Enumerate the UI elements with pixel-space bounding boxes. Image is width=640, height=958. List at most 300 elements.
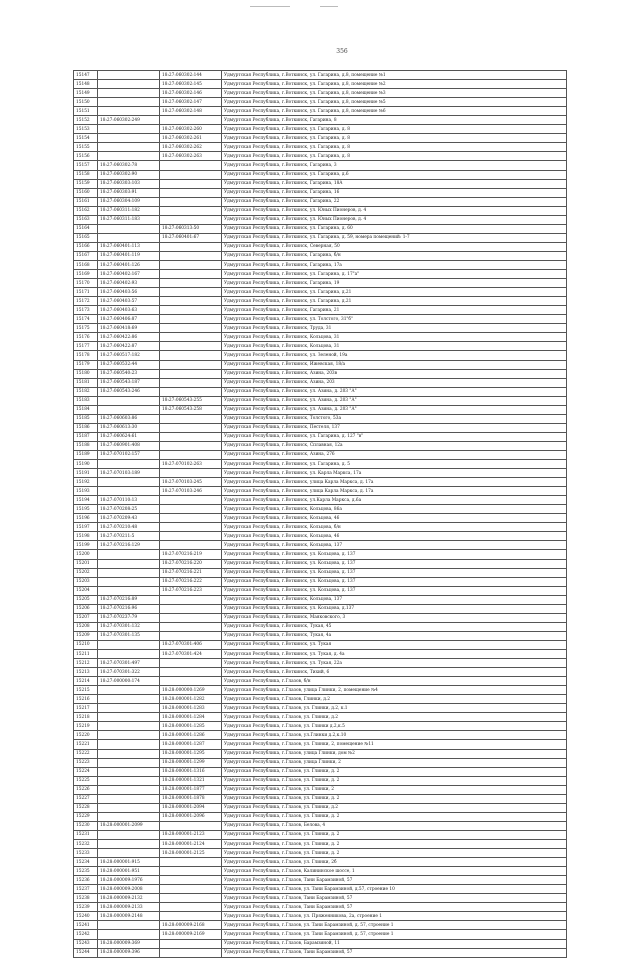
table-row <box>74 378 567 387</box>
address-cell: Удмуртская Республика, г.Глазов, ул. Глинки, д.2 <box>222 803 567 812</box>
row-number-cell: 15200 <box>74 550 98 559</box>
table-row <box>74 279 567 288</box>
land-cadastral-number-cell: 18:28:000001:915 <box>98 858 160 867</box>
table-row <box>74 125 567 134</box>
row-number-cell: 15158 <box>74 170 98 179</box>
address-cell: Удмуртская Республика, г.Глазов, ул. Глинки, д. 2 <box>222 830 567 839</box>
table-row <box>74 306 567 315</box>
land-cadastral-number-cell <box>98 125 160 134</box>
table-row <box>74 550 567 559</box>
address-cell: Удмуртская Республика, г.Воткинск, ул. Кольцова, д. 137 <box>222 550 567 559</box>
land-cadastral-number-cell: 18:27:060303:91 <box>98 188 160 197</box>
premises-cadastral-number-cell: 18:27:070216:222 <box>160 577 222 586</box>
land-cadastral-number-cell: 18:27:070237:79 <box>98 613 160 622</box>
table-row <box>74 505 567 514</box>
row-number-cell: 15203 <box>74 577 98 586</box>
address-cell: Удмуртская Республика, г.Воткинск, Гагарина, б/н <box>222 251 567 260</box>
address-cell: Удмуртская Республика, г.Воткинск, Гагарина, 21 <box>222 306 567 315</box>
address-cell: Удмуртская Республика, г.Глазов, ул. Тани Барамзиной, д.57, строение 10 <box>222 885 567 894</box>
premises-cadastral-number-cell <box>160 514 222 523</box>
address-cell: Удмуртская Республика, г.Воткинск, ул. Гагарина, д.8, помещение №5 <box>222 98 567 107</box>
address-cell: Удмуртская Республика, г.Воткинск, Гагарина, 17а <box>222 260 567 269</box>
address-cell: Удмуртская Республика, г.Воткинск, Азина, 276 <box>222 450 567 459</box>
address-cell: Удмуртская Республика, г.Воткинск, ул. Гагарина, д.8, помещение №3 <box>222 89 567 98</box>
table-row <box>74 333 567 342</box>
premises-cadastral-number-cell <box>160 867 222 876</box>
land-cadastral-number-cell: 18:27:060517:182 <box>98 351 160 360</box>
land-cadastral-number-cell: 18:27:000000:174 <box>98 677 160 686</box>
address-cell: Удмуртская Республика, г.Воткинск, ул. Кольцова, д. 137 <box>222 559 567 568</box>
land-cadastral-number-cell <box>98 686 160 695</box>
row-number-cell: 15202 <box>74 568 98 577</box>
address-cell: Удмуртская Республика, г.Воткинск, ул. Тукая <box>222 640 567 649</box>
row-number-cell: 15243 <box>74 939 98 948</box>
table-row <box>74 71 567 80</box>
address-cell: Удмуртская Республика, г.Воткинск, ул. Карла Маркса, 17а <box>222 469 567 478</box>
table-row <box>74 541 567 550</box>
row-number-cell: 15178 <box>74 351 98 360</box>
row-number-cell: 15155 <box>74 143 98 152</box>
premises-cadastral-number-cell <box>160 116 222 125</box>
land-cadastral-number-cell: 18:27:060402:93 <box>98 279 160 288</box>
row-number-cell: 15150 <box>74 98 98 107</box>
land-cadastral-number-cell: 18:27:070301:497 <box>98 659 160 668</box>
table-row <box>74 405 567 414</box>
table-row <box>74 948 567 957</box>
premises-cadastral-number-cell: 18:27:070103:246 <box>160 487 222 496</box>
premises-cadastral-number-cell <box>160 423 222 432</box>
land-cadastral-number-cell: 18:28:000001:951 <box>98 867 160 876</box>
table-row <box>74 414 567 423</box>
premises-cadastral-number-cell: 18:27:060302:147 <box>160 98 222 107</box>
row-number-cell: 15238 <box>74 894 98 903</box>
land-cadastral-number-cell: 18:27:070216:89 <box>98 595 160 604</box>
land-cadastral-number-cell: 18:27:060401:126 <box>98 260 160 269</box>
address-cell: Удмуртская Республика, г.Воткинск, ул. Юных Пионеров, д. 4 <box>222 206 567 215</box>
row-number-cell: 15223 <box>74 758 98 767</box>
premises-cadastral-number-cell <box>160 469 222 478</box>
table-row <box>74 206 567 215</box>
address-cell: Удмуртская Республика, г.Глазов, ул. Глинки, д. 2 <box>222 776 567 785</box>
registry-table <box>73 70 567 958</box>
address-cell: Удмуртская Республика, г.Воткинск, Гагарина, 16 <box>222 188 567 197</box>
land-cadastral-number-cell <box>98 134 160 143</box>
premises-cadastral-number-cell <box>160 260 222 269</box>
land-cadastral-number-cell <box>98 89 160 98</box>
premises-cadastral-number-cell: 18:27:060302:144 <box>160 71 222 80</box>
row-number-cell: 15192 <box>74 478 98 487</box>
premises-cadastral-number-cell: 18:28:000001:1286 <box>160 731 222 740</box>
land-cadastral-number-cell <box>98 758 160 767</box>
premises-cadastral-number-cell <box>160 532 222 541</box>
land-cadastral-number-cell <box>98 224 160 233</box>
land-cadastral-number-cell: 18:27:060303:103 <box>98 179 160 188</box>
row-number-cell: 15222 <box>74 749 98 758</box>
table-row <box>74 849 567 858</box>
row-number-cell: 15166 <box>74 242 98 251</box>
table-row <box>74 143 567 152</box>
row-number-cell: 15231 <box>74 830 98 839</box>
premises-cadastral-number-cell <box>160 903 222 912</box>
table-row <box>74 251 567 260</box>
land-cadastral-number-cell: 18:27:060302:90 <box>98 170 160 179</box>
address-cell: Удмуртская Республика, г.Воткинск, ул. Гагарина, д. 8 <box>222 143 567 152</box>
row-number-cell: 15213 <box>74 668 98 677</box>
land-cadastral-number-cell <box>98 640 160 649</box>
address-cell: Удмуртская Республика, г.Воткинск, Гагарина, 19 <box>222 279 567 288</box>
address-cell: Удмуртская Республика, г.Глазов, ул. Глинки, д. 2 <box>222 767 567 776</box>
table-row <box>74 885 567 894</box>
row-number-cell: 15236 <box>74 876 98 885</box>
land-cadastral-number-cell <box>98 233 160 242</box>
premises-cadastral-number-cell <box>160 333 222 342</box>
row-number-cell: 15221 <box>74 740 98 749</box>
land-cadastral-number-cell <box>98 731 160 740</box>
row-number-cell: 15199 <box>74 541 98 550</box>
premises-cadastral-number-cell <box>160 297 222 306</box>
address-cell: Удмуртская Республика, г.Воткинск, Кольцова, 31 <box>222 333 567 342</box>
address-cell: Удмуртская Республика, г.Глазов, Барамзиной, 11 <box>222 939 567 948</box>
premises-cadastral-number-cell: 18:27:060401:67 <box>160 233 222 242</box>
premises-cadastral-number-cell <box>160 179 222 188</box>
table-row <box>74 631 567 640</box>
row-number-cell: 15154 <box>74 134 98 143</box>
land-cadastral-number-cell <box>98 785 160 794</box>
address-cell: Удмуртская Республика, г.Воткинск, Пестеля, 137 <box>222 423 567 432</box>
row-number-cell: 15201 <box>74 559 98 568</box>
table-row <box>74 152 567 161</box>
scan-mark <box>320 6 338 7</box>
row-number-cell: 15204 <box>74 586 98 595</box>
address-cell: Удмуртская Республика, г.Воткинск, Кольцова, б/н <box>222 523 567 532</box>
address-cell: Удмуртская Республика, г.Воткинск, ул. Азина, д. 203 "А" <box>222 396 567 405</box>
land-cadastral-number-cell <box>98 849 160 858</box>
land-cadastral-number-cell: 18:27:070211:5 <box>98 532 160 541</box>
premises-cadastral-number-cell <box>160 387 222 396</box>
premises-cadastral-number-cell <box>160 541 222 550</box>
row-number-cell: 15148 <box>74 80 98 89</box>
premises-cadastral-number-cell <box>160 306 222 315</box>
address-cell: Удмуртская Республика, г.Глазов, ул. Глинки, д. 2 <box>222 812 567 821</box>
premises-cadastral-number-cell: 18:28:000001:1282 <box>160 695 222 704</box>
table-row <box>74 496 567 505</box>
address-cell: Удмуртская Республика, г.Воткинск, ул. Гагарина, д. 17"а" <box>222 270 567 279</box>
premises-cadastral-number-cell: 18:28:000001:1284 <box>160 713 222 722</box>
row-number-cell: 15191 <box>74 469 98 478</box>
land-cadastral-number-cell: 18:28:000009:2008 <box>98 885 160 894</box>
premises-cadastral-number-cell: 18:28:000001:1283 <box>160 704 222 713</box>
premises-cadastral-number-cell <box>160 876 222 885</box>
premises-cadastral-number-cell <box>160 948 222 957</box>
row-number-cell: 15219 <box>74 722 98 731</box>
address-cell: Удмуртская Республика, г.Воткинск, Тихий, 6 <box>222 668 567 677</box>
address-cell: Удмуртская Республика, г.Воткинск, Гагарина, 22 <box>222 197 567 206</box>
table-row <box>74 450 567 459</box>
table-row <box>74 559 567 568</box>
table-row <box>74 659 567 668</box>
table-row <box>74 351 567 360</box>
premises-cadastral-number-cell <box>160 432 222 441</box>
address-cell: Удмуртская Республика, г.Воткинск, ул. Толстого, 31"б" <box>222 315 567 324</box>
address-cell: Удмуртская Республика, г.Воткинск, Маяковского, 3 <box>222 613 567 622</box>
premises-cadastral-number-cell <box>160 324 222 333</box>
row-number-cell: 15230 <box>74 821 98 830</box>
address-cell: Удмуртская Республика, г.Глазов, ул. Тани Барамзиной, д. 57, строение 1 <box>222 930 567 939</box>
table-row <box>74 242 567 251</box>
row-number-cell: 15189 <box>74 450 98 459</box>
address-cell: Удмуртская Республика, г.Глазов, Белова, 4 <box>222 821 567 830</box>
row-number-cell: 15169 <box>74 270 98 279</box>
table-row <box>74 469 567 478</box>
table-row <box>74 514 567 523</box>
premises-cadastral-number-cell: 18:27:060543:255 <box>160 396 222 405</box>
row-number-cell: 15147 <box>74 71 98 80</box>
row-number-cell: 15215 <box>74 686 98 695</box>
table-row <box>74 179 567 188</box>
land-cadastral-number-cell: 18:27:060901:408 <box>98 441 160 450</box>
premises-cadastral-number-cell <box>160 450 222 459</box>
premises-cadastral-number-cell: 18:28:000001:1878 <box>160 794 222 803</box>
table-row <box>74 776 567 785</box>
row-number-cell: 15235 <box>74 867 98 876</box>
land-cadastral-number-cell: 18:28:000009:369 <box>98 939 160 948</box>
land-cadastral-number-cell <box>98 812 160 821</box>
premises-cadastral-number-cell: 18:28:000001:1299 <box>160 758 222 767</box>
premises-cadastral-number-cell: 18:28:000001:1295 <box>160 749 222 758</box>
premises-cadastral-number-cell <box>160 505 222 514</box>
address-cell: Удмуртская Республика, г.Воткинск, Гагарина, 3 <box>222 161 567 170</box>
table-row <box>74 867 567 876</box>
row-number-cell: 15156 <box>74 152 98 161</box>
land-cadastral-number-cell <box>98 713 160 722</box>
premises-cadastral-number-cell: 18:27:060302:148 <box>160 107 222 116</box>
row-number-cell: 15157 <box>74 161 98 170</box>
row-number-cell: 15232 <box>74 839 98 848</box>
land-cadastral-number-cell: 18:27:060403:63 <box>98 306 160 315</box>
land-cadastral-number-cell <box>98 550 160 559</box>
premises-cadastral-number-cell <box>160 858 222 867</box>
premises-cadastral-number-cell <box>160 659 222 668</box>
land-cadastral-number-cell: 18:28:000009:2132 <box>98 894 160 903</box>
row-number-cell: 15234 <box>74 858 98 867</box>
premises-cadastral-number-cell: 18:27:060302:261 <box>160 134 222 143</box>
premises-cadastral-number-cell: 18:27:070103:245 <box>160 478 222 487</box>
land-cadastral-number-cell <box>98 98 160 107</box>
land-cadastral-number-cell <box>98 794 160 803</box>
table-row <box>74 107 567 116</box>
table-row <box>74 668 567 677</box>
row-number-cell: 15188 <box>74 441 98 450</box>
premises-cadastral-number-cell: 18:27:070216:221 <box>160 568 222 577</box>
table-row <box>74 767 567 776</box>
premises-cadastral-number-cell <box>160 197 222 206</box>
address-cell: Удмуртская Республика, г.Воткинск, Гагарина, 8 <box>222 116 567 125</box>
premises-cadastral-number-cell: 18:27:060302:263 <box>160 152 222 161</box>
table-row <box>74 324 567 333</box>
table-row <box>74 622 567 631</box>
row-number-cell: 15206 <box>74 604 98 613</box>
table-row <box>74 695 567 704</box>
row-number-cell: 15160 <box>74 188 98 197</box>
table-row <box>74 613 567 622</box>
address-cell: Удмуртская Республика, г.Воткинск, ул. Азина, д. 203 "А" <box>222 387 567 396</box>
table-row <box>74 839 567 848</box>
premises-cadastral-number-cell <box>160 821 222 830</box>
address-cell: Удмуртская Республика, г.Воткинск, Азина, 203в <box>222 369 567 378</box>
table-row <box>74 89 567 98</box>
premises-cadastral-number-cell: 18:28:000001:1287 <box>160 740 222 749</box>
address-cell: Удмуртская Республика, г.Воткинск, ул. Гагарина, д.21 <box>222 288 567 297</box>
row-number-cell: 15172 <box>74 297 98 306</box>
table-row <box>74 803 567 812</box>
row-number-cell: 15152 <box>74 116 98 125</box>
premises-cadastral-number-cell <box>160 342 222 351</box>
table-row <box>74 794 567 803</box>
premises-cadastral-number-cell: 18:27:060313:50 <box>160 224 222 233</box>
address-cell: Удмуртская Республика, г.Воткинск, ул. Кольцова, д. 137 <box>222 586 567 595</box>
address-cell: Удмуртская Республика, г.Глазов, ул. Пряженникова, 2а, строение 1 <box>222 912 567 921</box>
row-number-cell: 15185 <box>74 414 98 423</box>
address-cell: Удмуртская Республика, г.Воткинск, ул. Гагарина, д. 8 <box>222 152 567 161</box>
premises-cadastral-number-cell <box>160 414 222 423</box>
land-cadastral-number-cell <box>98 695 160 704</box>
land-cadastral-number-cell: 18:27:060403:57 <box>98 297 160 306</box>
land-cadastral-number-cell <box>98 704 160 713</box>
land-cadastral-number-cell: 18:27:060401:119 <box>98 251 160 260</box>
premises-cadastral-number-cell <box>160 206 222 215</box>
row-number-cell: 15229 <box>74 812 98 821</box>
premises-cadastral-number-cell <box>160 215 222 224</box>
table-row <box>74 161 567 170</box>
premises-cadastral-number-cell <box>160 496 222 505</box>
row-number-cell: 15182 <box>74 387 98 396</box>
premises-cadastral-number-cell: 18:28:000001:2096 <box>160 812 222 821</box>
land-cadastral-number-cell: 18:27:060613:30 <box>98 423 160 432</box>
address-cell: Удмуртская Республика, г.Воткинск, ул. Гагарина, д.21 <box>222 297 567 306</box>
land-cadastral-number-cell <box>98 152 160 161</box>
land-cadastral-number-cell <box>98 749 160 758</box>
table-row <box>74 821 567 830</box>
address-cell: Удмуртская Республика, г.Глазов, б/н <box>222 677 567 686</box>
address-cell: Удмуртская Республика, г.Глазов, улица Глинки, 2 <box>222 758 567 767</box>
address-cell: Удмуртская Республика, г.Воткинск, Азина, 203 <box>222 378 567 387</box>
address-cell: Удмуртская Республика, г.Воткинск, Кольцова, 86а <box>222 505 567 514</box>
row-number-cell: 15149 <box>74 89 98 98</box>
premises-cadastral-number-cell <box>160 613 222 622</box>
address-cell: Удмуртская Республика, г.Воткинск, Кольцова, 46 <box>222 514 567 523</box>
address-cell: Удмуртская Республика, г.Воткинск, ул. Кольцова, д. 137 <box>222 568 567 577</box>
table-row <box>74 894 567 903</box>
row-number-cell: 15183 <box>74 396 98 405</box>
row-number-cell: 15239 <box>74 903 98 912</box>
land-cadastral-number-cell: 18:27:060402:167 <box>98 270 160 279</box>
address-cell: Удмуртская Республика, г.Воткинск, ул. Кольцова, д. 137 <box>222 577 567 586</box>
row-number-cell: 15217 <box>74 704 98 713</box>
row-number-cell: 15228 <box>74 803 98 812</box>
row-number-cell: 15209 <box>74 631 98 640</box>
address-cell: Удмуртская Республика, г.Воткинск, Тукая, 45 <box>222 622 567 631</box>
premises-cadastral-number-cell: 18:28:000001:1285 <box>160 722 222 731</box>
premises-cadastral-number-cell <box>160 279 222 288</box>
premises-cadastral-number-cell: 18:28:000001:1316 <box>160 767 222 776</box>
table-row <box>74 387 567 396</box>
premises-cadastral-number-cell: 18:27:070301:424 <box>160 650 222 659</box>
address-cell: Удмуртская Республика, г.Воткинск, Северная, 50 <box>222 242 567 251</box>
table-row <box>74 704 567 713</box>
land-cadastral-number-cell: 18:27:060302:249 <box>98 116 160 125</box>
land-cadastral-number-cell: 18:27:060406:87 <box>98 315 160 324</box>
land-cadastral-number-cell <box>98 80 160 89</box>
row-number-cell: 15190 <box>74 460 98 469</box>
premises-cadastral-number-cell: 18:28:000001:1877 <box>160 785 222 794</box>
premises-cadastral-number-cell <box>160 668 222 677</box>
premises-cadastral-number-cell: 18:27:060302:260 <box>160 125 222 134</box>
scan-mark <box>250 6 290 7</box>
row-number-cell: 15218 <box>74 713 98 722</box>
premises-cadastral-number-cell <box>160 912 222 921</box>
table-row <box>74 188 567 197</box>
row-number-cell: 15184 <box>74 405 98 414</box>
address-cell: Удмуртская Республика, г.Глазов, ул. Глинки д.2,к.5 <box>222 722 567 731</box>
land-cadastral-number-cell <box>98 650 160 659</box>
row-number-cell: 15181 <box>74 378 98 387</box>
land-cadastral-number-cell: 18:27:060540:23 <box>98 369 160 378</box>
premises-cadastral-number-cell <box>160 631 222 640</box>
row-number-cell: 15176 <box>74 333 98 342</box>
premises-cadastral-number-cell: 18:27:060302:262 <box>160 143 222 152</box>
premises-cadastral-number-cell: 18:28:000001:2123 <box>160 830 222 839</box>
row-number-cell: 15180 <box>74 369 98 378</box>
table-row <box>74 260 567 269</box>
premises-cadastral-number-cell: 18:28:000000:1269 <box>160 686 222 695</box>
row-number-cell: 15177 <box>74 342 98 351</box>
land-cadastral-number-cell <box>98 487 160 496</box>
land-cadastral-number-cell: 18:28:000009:396 <box>98 948 160 957</box>
premises-cadastral-number-cell <box>160 604 222 613</box>
row-number-cell: 15225 <box>74 776 98 785</box>
land-cadastral-number-cell <box>98 921 160 930</box>
row-number-cell: 15233 <box>74 849 98 858</box>
row-number-cell: 15198 <box>74 532 98 541</box>
address-cell: Удмуртская Республика, г.Воткинск, ул. Гагарина, д. 8 <box>222 134 567 143</box>
address-cell: Удмуртская Республика, г.Воткинск, ул. Гагарина, д.6 <box>222 170 567 179</box>
row-number-cell: 15220 <box>74 731 98 740</box>
row-number-cell: 15151 <box>74 107 98 116</box>
land-cadastral-number-cell <box>98 107 160 116</box>
address-cell: Удмуртская Республика, г.Воткинск, ул. Кольцова, д.137 <box>222 604 567 613</box>
premises-cadastral-number-cell: 18:27:070102:263 <box>160 460 222 469</box>
address-cell: Удмуртская Республика, г.Глазов, ул.Глинки д.2,к.10 <box>222 731 567 740</box>
premises-cadastral-number-cell: 18:27:070216:223 <box>160 586 222 595</box>
row-number-cell: 15194 <box>74 496 98 505</box>
row-number-cell: 15159 <box>74 179 98 188</box>
table-row <box>74 170 567 179</box>
land-cadastral-number-cell <box>98 396 160 405</box>
premises-cadastral-number-cell <box>160 170 222 179</box>
table-row <box>74 758 567 767</box>
land-cadastral-number-cell: 18:27:060304:109 <box>98 197 160 206</box>
land-cadastral-number-cell: 18:27:060532:44 <box>98 360 160 369</box>
row-number-cell: 15153 <box>74 125 98 134</box>
land-cadastral-number-cell <box>98 143 160 152</box>
premises-cadastral-number-cell: 18:28:000009:2168 <box>160 921 222 930</box>
table-row <box>74 749 567 758</box>
address-cell: Удмуртская Республика, г.Воткинск, Кольцова, 46 <box>222 532 567 541</box>
land-cadastral-number-cell <box>98 559 160 568</box>
table-row <box>74 912 567 921</box>
address-cell: Удмуртская Республика, г.Воткинск, ул. Гагарина, д. 127 "в" <box>222 432 567 441</box>
premises-cadastral-number-cell <box>160 595 222 604</box>
